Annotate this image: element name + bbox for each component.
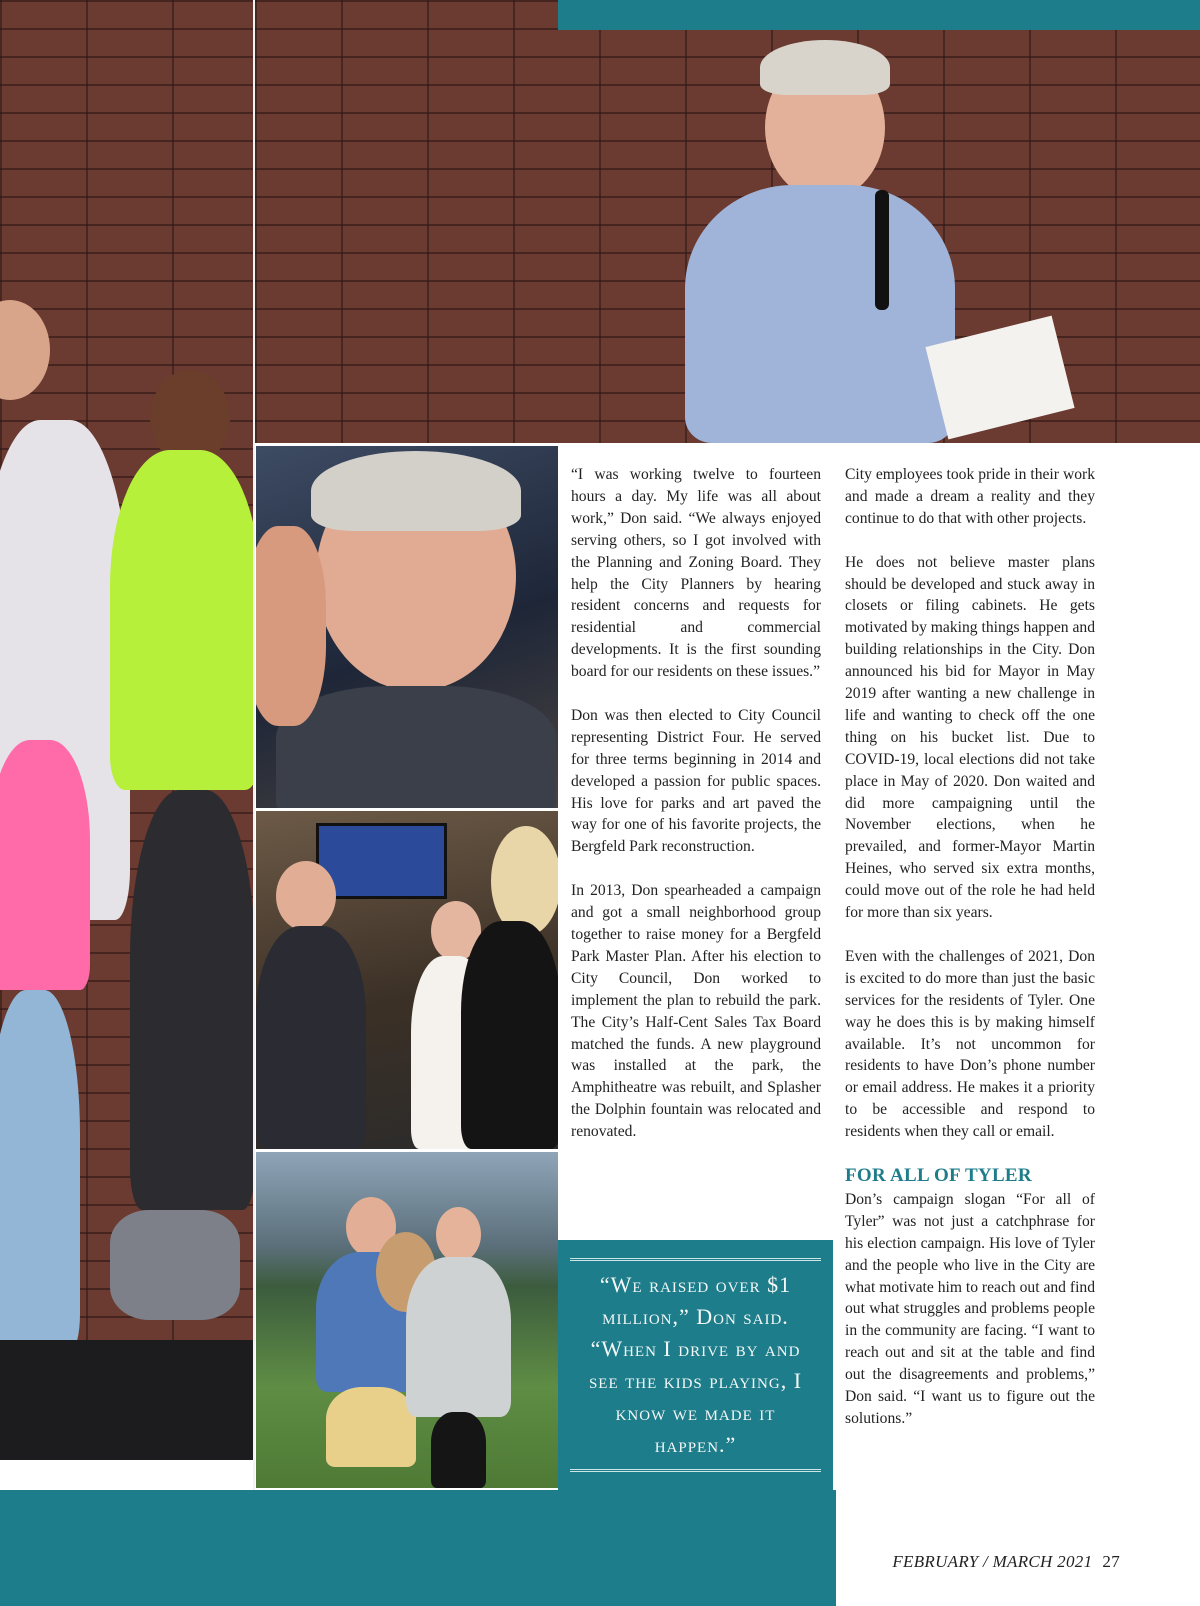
poncho-shape xyxy=(406,1257,511,1417)
robe-shape xyxy=(461,921,558,1149)
leggings-shape xyxy=(0,990,80,1350)
article-column-right xyxy=(845,464,1095,1430)
face-shape xyxy=(0,300,50,400)
raised-hand-shape xyxy=(256,526,326,726)
paragraph: In 2013, Don spearheaded a campaign and got a small neighborhood group together to raise money for a Bergfeld Park Master Plan. After his election to City Council, Don worked to implement the plan to rebuild the park. The City’s Half-Cent Sales Tax Board matched the funds. A new playground was installed at the park, the Amphitheatre was rebuilt, and Splasher the Dolphin fountain was relocated and renovated. xyxy=(571,882,821,1141)
suit-shape xyxy=(256,926,366,1149)
shorts-shape xyxy=(130,790,253,1210)
paragraph: Even with the challenges of 2021, Don is excited to do more than just the basic services for the residents of Tyler. One way he does this is by making himself available. It’s not uncommon for residents to have Don’s phone number or email address. He makes it a priority to be accessible and respond to residents when they call or email. xyxy=(845,947,1095,1141)
photo-speaker-microphone xyxy=(255,0,1200,443)
photo-crowd-celebrating xyxy=(0,0,253,1460)
face-shape xyxy=(276,861,336,931)
pants-shape xyxy=(431,1412,486,1488)
issue-date: FEBRUARY / MARCH 2021 xyxy=(892,1552,1093,1571)
photo-couple-with-dog xyxy=(256,1152,558,1488)
section-heading: FOR ALL OF TYLER xyxy=(845,1164,1032,1186)
suit-shape xyxy=(276,686,556,808)
pull-quote-frame xyxy=(570,1258,821,1472)
stage-equipment xyxy=(0,1340,253,1460)
paragraph: Don was then elected to City Council representing District Four. He served for three terms beginning in 2014 and developed a passion for public spaces. His love for parks and art paved the way for one of his favorite projects, the Bergfeld Park reconstruction. xyxy=(571,706,821,856)
microphone-shape xyxy=(875,190,889,310)
screen-shape xyxy=(316,823,447,899)
hair-shape xyxy=(491,826,558,936)
sneakers-shape xyxy=(110,1210,240,1320)
bottom-accent-band xyxy=(0,1490,836,1606)
shorts-shape xyxy=(326,1387,416,1467)
hair-shape xyxy=(760,40,890,95)
page-number: 27 xyxy=(1102,1552,1120,1571)
paragraph: “I was working twelve to fourteen hours a day. My life was all about work,” Don said. “We always enjoyed serving others, so I got involved with the Planning and Zoning Board. They help the City Planners by hearing resident concerns and requests for residential and commercial developments. It is the first sounding board for our residents on these issues.” xyxy=(571,466,821,681)
shirt-shape xyxy=(685,185,955,443)
face-shape xyxy=(436,1207,481,1262)
shirt-shape xyxy=(110,450,253,790)
page-footer xyxy=(892,1552,1120,1572)
paragraph: He does not believe master plans should be developed and stuck away in closets or filing cabinets. He gets motivated by making things happen and building relationships in the City. Don announced his bid for Mayor in May 2019 after wanting a new challenge in life and wanting to check off the one thing on his bucket list. Due to COVID-19, local elections did not take place in May of 2020. Don waited and did more campaigning until the November elections, when he prevailed, and former-Mayor Martin Heines, who served six extra months, could move out of the role he had held for more than six years. xyxy=(845,553,1095,922)
photo-oath-ceremony xyxy=(256,811,558,1149)
photo-oath-closeup xyxy=(256,446,558,808)
pull-quote-box xyxy=(558,1240,833,1490)
hair-shape xyxy=(311,451,521,531)
article-column-left xyxy=(571,464,821,1165)
shirt-shape xyxy=(0,740,90,990)
paragraph: Don’s campaign slogan “For all of Tyler” was not just a catchphrase for his election campaign. His love of Tyler and the people who live in the City are what motivate him to reach out and find out what struggles and problems people in the community are facing. “I want to reach out and sit at the table and find out the disagreements and problems,” Don said. “I want us to figure out the solutions.” xyxy=(845,1190,1095,1428)
top-accent-bar xyxy=(558,0,1200,30)
paragraph: City employees took pride in their work and made a dream a reality and they continue to do that with other projects. xyxy=(845,466,1095,527)
pull-quote-text: “We raised over $1 million,” Don said. “When I drive by and see the kids playing, I know we made it happen.” xyxy=(588,1272,803,1457)
